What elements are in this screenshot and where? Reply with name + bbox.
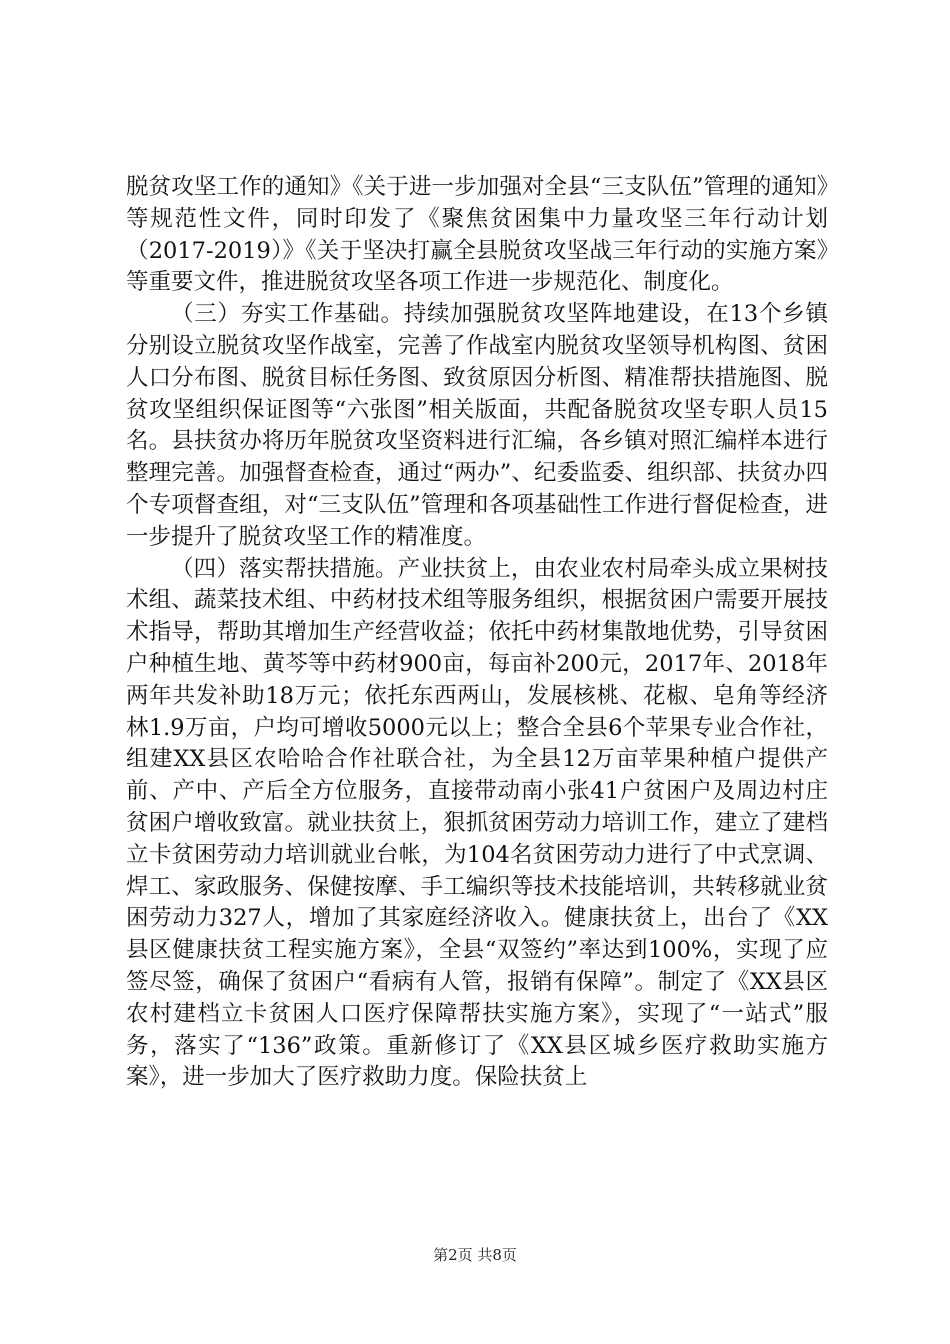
- paragraph-section-4: （四）落实帮扶措施。产业扶贫上，由农业农村局牵头成立果树技术组、蔬菜技术组、中药材技术组等服务组织，根据贫困户需要开展技术指导，帮助其增加生产经营收益；依托中药材集散地优势，引导贫困户种植生地、黄芩等中药材900亩，每亩补200元，2017年、2018年两年共发补助18万元；依托东西两山，发展核桃、花椒、皂角等经济林1.9万亩，户均可增收5000元以上；整合全县6个苹果专业合作社，组建XX县区农哈哈合作社联合社，为全县12万亩苹果种植户提供产前、产中、产后全方位服务，直接带动南小张41户贫困户及周边村庄贫困户增收致富。就业扶贫上，狠抓贫困劳动力培训工作，建立了建档立卡贫困劳动力培训就业台帐，为104名贫困劳动力进行了中式烹调、焊工、家政服务、保健按摩、手工编织等技术技能培训，共转移就业贫困劳动力327人，增加了其家庭经济收入。健康扶贫上，出台了《XX县区健康扶贫工程实施方案》，全县“双签约”率达到100%，实现了应签尽签，确保了贫困户“看病有人管，报销有保障”。制定了《XX县区农村建档立卡贫困人口医疗保障帮扶实施方案》，实现了“一站式”服务，落实了“136”政策。重新修订了《XX县区城乡医疗救助实施方案》，进一步加大了医疗救助力度。保险扶贫上: [126, 555, 828, 1091]
- paragraph-section-3: （三）夯实工作基础。持续加强脱贫攻坚阵地建设，在13个乡镇分别设立脱贫攻坚作战室，完善了作战室内脱贫攻坚领导机构图、贫困人口分布图、脱贫目标任务图、致贫原因分析图、精准帮扶措施图、脱贫攻坚组织保证图等“六张图”相关版面，共配备脱贫攻坚专职人员15名。县扶贫办将历年脱贫攻坚资料进行汇编，各乡镇对照汇编样本进行整理完善。加强督查检查，通过“两办”、纪委监委、组织部、扶贫办四个专项督查组，对“三支队伍”管理和各项基础性工作进行督促检查，进一步提升了脱贫攻坚工作的精准度。: [126, 301, 828, 550]
- paragraph-continuation: 脱贫攻坚工作的通知》《关于进一步加强对全县“三支队伍”管理的通知》等规范性文件，同时印发了《聚焦贫困集中力量攻坚三年行动计划（2017-2019）》《关于坚决打赢全县脱贫攻坚战三年行动的实施方案》等重要文件，推进脱贫攻坚各项工作进一步规范化、制度化。: [126, 174, 828, 296]
- document-body: [126, 172, 828, 1094]
- page-number-footer: 第2页 共8页: [433, 1246, 517, 1264]
